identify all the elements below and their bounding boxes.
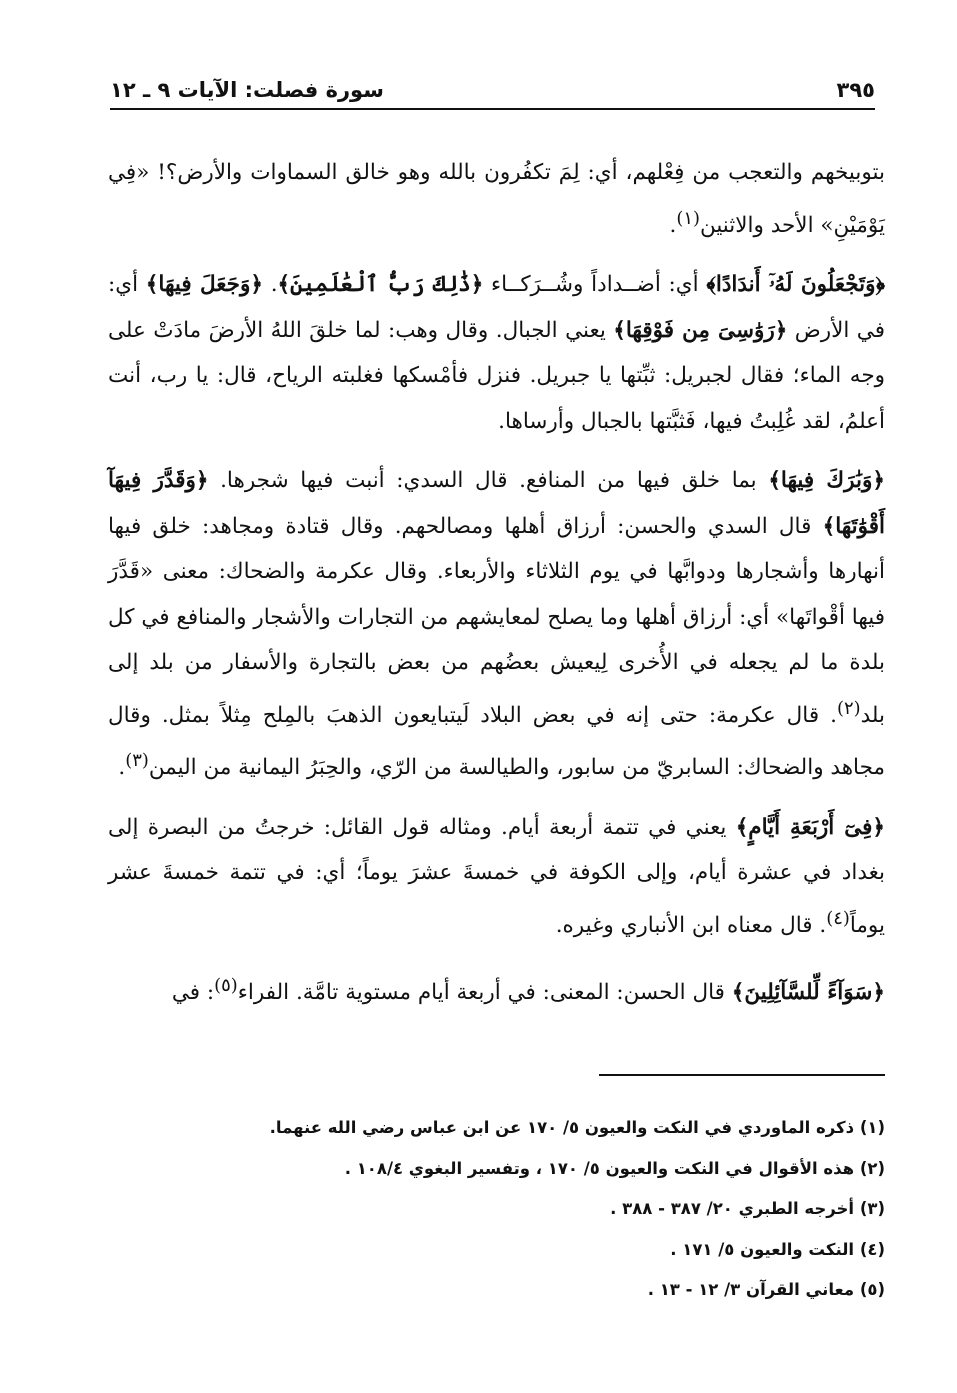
body-paragraph bbox=[108, 963, 885, 1016]
text-run: . bbox=[118, 755, 126, 781]
footnotes bbox=[108, 1108, 885, 1311]
footnote-reference: (٢) bbox=[836, 697, 861, 719]
text-run: قال الحسن: المعنى: في أربعة أيام مستوية تامَّة. الفراء bbox=[237, 979, 732, 1005]
body-paragraph bbox=[108, 262, 885, 444]
body-paragraph bbox=[108, 805, 885, 949]
text-run: بما خلق فيها من المنافع. قال السدي: أنبت فيها شجرها. bbox=[208, 468, 769, 494]
footnote-reference: (٥) bbox=[214, 974, 238, 996]
quran-quote: ﴿وَبَٰرَكَ فِيهَا﴾ bbox=[768, 468, 885, 494]
text-run: . bbox=[262, 272, 278, 298]
quran-quote: ﴿وَقَدَّرَ فِيهَآ أَقْوَٰتَهَا﴾ bbox=[108, 468, 885, 539]
text-run: بتوبيخهم والتعجب من فِعْلهم، أي: لِمَ تكفُرون بالله وهو خالق السماوات والأرض؟! «فِي يَوْمَيْنِ» الأحد والاثنين bbox=[108, 160, 885, 238]
footnote-reference: (٣) bbox=[125, 750, 149, 772]
text-run: . قال عكرمة: حتى إنه في بعض البلاد لَيتبايعون الذهبَ بالمِلح مِثلاً بمثل. وقال مجاهد والضحاك: السابريّ من سابور، والطيالسة من الرّي، والحِبَرُ اليمانية من اليمن bbox=[108, 702, 885, 781]
footnote: (٢) هذه الأقوال في النكت والعيون ٥/ ١٧٠ ، وتفسير البغوي ١٠٨/٤ . bbox=[344, 1158, 885, 1178]
running-header bbox=[110, 62, 875, 106]
header-rule bbox=[110, 108, 875, 110]
text-run: : في bbox=[171, 979, 215, 1005]
text-run: . bbox=[669, 212, 677, 238]
footnote: (٤) النكت والعيون ٥/ ١٧١ . bbox=[670, 1239, 885, 1259]
quran-quote: ﴿سَوَآءً لِّلسَّآئِلِينَ﴾ bbox=[731, 979, 885, 1005]
text-run: أي: في الأرض bbox=[108, 272, 885, 343]
footnote-reference: (٤) bbox=[826, 907, 850, 929]
quran-quote: ﴿فِىٓ أَرْبَعَةِ أَيَّامٍ﴾ bbox=[735, 814, 885, 840]
quran-quote: ﴿وَجَعَلَ فِيهَا﴾ bbox=[145, 272, 263, 298]
text-run: قال السدي والحسن: أرزاق أهلها ومصالحهم. وقال قتادة ومجاهد: خلق فيها أنهارها وأشجارها ودوابَّها في يوم الثلاثاء والأربعاء. وقال عكرمة والضحاك: معنى «قَدَّرَ فيها أقْواتَها» أي: أرزاق أهلها وما يصلح لمعايشهم من التجارات والأشجار والمنافع في كل بلدة ما لم يجعله في الأُخرى لِيعيش بعضُهم من بعض بالتجارة والأسفار من بلد إلى بلد bbox=[108, 513, 885, 728]
quran-quote: ﴿وَتَجْعَلُونَ لَهُۥٓ أَندَادًا﴾ bbox=[706, 272, 886, 298]
text-run: يعني في تتمة أربعة أيام. ومثاله قول القائل: خرجتُ من البصرة إلى بغداد في عشرة أيام، وإلى الكوفة في خمسةَ عشرَ يوماً؛ أي: في تتمة خمسةَ عشر يوماً bbox=[108, 814, 885, 939]
body-paragraph bbox=[108, 150, 885, 248]
quran-quote: ﴿رَوَٰسِىَ مِن فَوْقِهَا﴾ bbox=[613, 317, 788, 343]
text-run: أي: أضــداداً وشُــرَكــاء bbox=[483, 272, 707, 298]
text-run: . قال معناه ابن الأنباري وغيره. bbox=[555, 913, 827, 939]
body-text bbox=[108, 150, 885, 1029]
footnote: (٥) معاني القرآن ٣/ ١٢ - ١٣ . bbox=[647, 1280, 885, 1299]
footnote: (١) ذكره الماوردي في النكت والعيون ٥/ ١٧٠ عن ابن عباس رضي الله عنهما. bbox=[269, 1118, 885, 1137]
running-title: سورة فصلت: الآيات ٩ ـ ١٢ bbox=[110, 78, 384, 102]
quran-quote: ﴿ذَٰلِكَ رَبُّ ٱلْعَٰلَمِينَ﴾ bbox=[277, 272, 484, 298]
footnote-reference: (١) bbox=[676, 207, 700, 229]
body-paragraph bbox=[108, 458, 885, 791]
footnote-separator bbox=[599, 1074, 885, 1076]
footnote: (٣) أخرجه الطبري ٢٠/ ٣٨٧ - ٣٨٨ . bbox=[610, 1199, 885, 1218]
page-number: ٣٩٥ bbox=[836, 78, 875, 102]
text-run: يعني الجبال. وقال وهب: لما خلقَ اللهُ الأرضَ مادَتْ على وجه الماء؛ فقال لجبريل: ثبِّتها يا جبريل. فنزل فأمْسكها فغلبته الرياح، قال: يا رب، أنت أعلمُ، لقد غُلِبتُ فيها، فَثبَّتها بالجبال وأرساها. bbox=[108, 317, 885, 434]
